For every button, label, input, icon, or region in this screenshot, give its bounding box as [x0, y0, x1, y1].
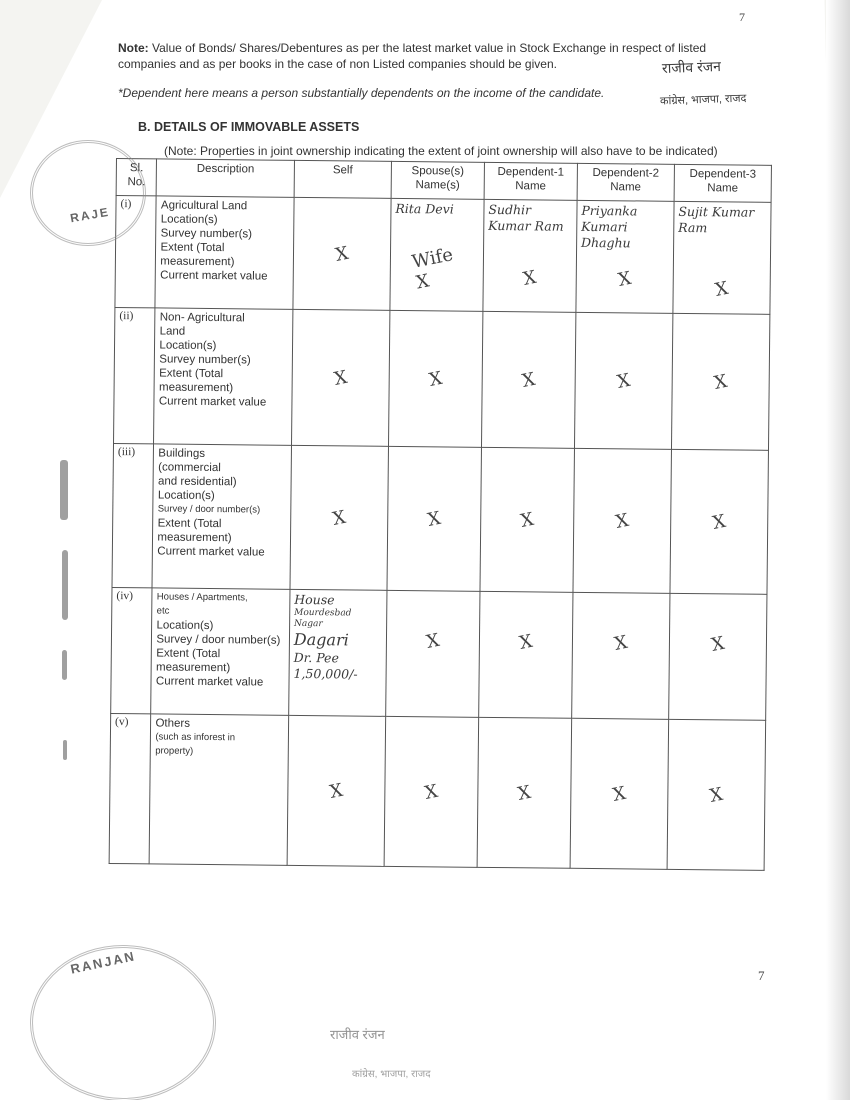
- cross-mark: X: [710, 510, 728, 534]
- desc-line: Others: [155, 717, 191, 730]
- official-stamp-top: [30, 140, 146, 246]
- cell-dependent-3: [667, 719, 766, 870]
- row-sl: (ii): [114, 307, 156, 443]
- header-self: Self: [294, 160, 391, 198]
- cross-mark: X: [520, 368, 537, 392]
- row-sl: (i): [115, 196, 157, 308]
- desc-line: Survey number(s): [160, 227, 253, 241]
- cell-dependent-2: [570, 718, 669, 869]
- cross-mark: X: [330, 506, 348, 530]
- cross-mark: X: [521, 266, 539, 290]
- row-description: [155, 196, 294, 309]
- cross-mark: X: [612, 631, 630, 655]
- cell-dependent-2: [574, 312, 672, 449]
- desc-line: and residential): [157, 475, 237, 489]
- cell-dependent-2: [576, 200, 674, 313]
- header-dependent-2: Dependent-2 Name: [577, 163, 674, 201]
- page-number-top: 7: [739, 10, 745, 24]
- handwritten-name: [678, 204, 768, 237]
- desc-line: Survey / door number(s): [156, 633, 281, 647]
- cross-mark: X: [425, 507, 443, 531]
- official-stamp-bottom: [30, 945, 216, 1100]
- underlying-page-edge: [826, 0, 850, 1100]
- dependent-1-name: Sudhir Kumar Ram: [488, 201, 564, 234]
- cross-mark: X: [327, 779, 345, 803]
- cell-spouse: [387, 446, 481, 591]
- dependent-2-name: Priyanka Kumari Dhaghu: [580, 202, 638, 251]
- cross-mark: X: [424, 629, 442, 653]
- ink-blot: [62, 550, 68, 620]
- table-row: [114, 307, 770, 450]
- header-description: Description: [157, 159, 295, 197]
- header-spouse: Spouse(s) Name(s): [391, 161, 484, 199]
- table-row: [109, 713, 766, 870]
- ink-blot: [63, 740, 67, 760]
- cell-self: [290, 445, 389, 590]
- cross-mark: X: [613, 509, 631, 533]
- cell-dependent-1: [483, 199, 577, 312]
- handwritten-name: [488, 202, 574, 235]
- desc-line: Survey number(s): [159, 353, 251, 367]
- cell-dependent-3: [669, 593, 767, 720]
- desc-line: Location(s): [157, 489, 215, 503]
- desc-line: Current market value: [160, 269, 268, 283]
- desc-line: Survey / door number(s): [157, 503, 261, 516]
- cross-mark: X: [616, 267, 634, 291]
- desc-line: measurement): [160, 255, 235, 269]
- cell-spouse: [384, 716, 479, 867]
- cross-mark: X: [610, 782, 628, 806]
- cell-dependent-2: [572, 592, 670, 719]
- table-row: [112, 443, 768, 594]
- cell-spouse: [388, 310, 482, 447]
- desc-line: Non- Agricultural: [159, 311, 245, 325]
- desc-line: Location(s): [160, 213, 218, 227]
- handwritten-house-details: [293, 592, 384, 683]
- desc-line: (such as inforest in: [155, 731, 236, 744]
- desc-line: etc: [156, 605, 170, 617]
- cross-mark: X: [713, 277, 730, 301]
- cell-self: [289, 589, 387, 716]
- note-text: Value of Bonds/ Shares/Debentures as per the latest market value in Stock Exchange in respect of listed companies and as per books in the case of non Listed companies should be given.: [118, 41, 707, 71]
- cell-dependent-1: [480, 447, 574, 592]
- desc-line: (commercial: [158, 461, 221, 475]
- cross-mark: X: [707, 783, 725, 807]
- cross-mark: X: [333, 242, 351, 266]
- desc-line: Extent (Total: [156, 647, 221, 661]
- desc-line: Current market value: [158, 395, 267, 409]
- cell-self: [293, 197, 391, 310]
- cross-mark: X: [332, 366, 349, 390]
- desc-line: measurement): [157, 531, 232, 545]
- cross-mark: X: [517, 630, 535, 654]
- cross-mark: X: [422, 780, 440, 804]
- desc-line: Location(s): [159, 339, 217, 353]
- desc-line: Extent (Total: [159, 367, 224, 381]
- cross-mark: X: [515, 781, 533, 805]
- cell-spouse: [386, 590, 480, 717]
- row-description: [151, 588, 290, 715]
- desc-line: Buildings: [158, 447, 206, 460]
- header-sl: Sl. No.: [116, 159, 157, 196]
- hw-line: 1,50,000/-: [293, 665, 358, 682]
- desc-line: measurement): [158, 381, 234, 395]
- section-note-text: (Note: Properties in joint ownership indicating the extent of joint ownership will also have to be indicated): [164, 144, 718, 158]
- cell-spouse: [390, 198, 484, 311]
- cross-mark: X: [518, 508, 536, 532]
- desc-line: Extent (Total: [157, 517, 222, 531]
- ink-blot: [62, 650, 67, 680]
- desc-line: Current market value: [155, 675, 264, 689]
- section-note: [164, 130, 744, 158]
- hw-line: Dr. Pee: [293, 649, 339, 666]
- cell-dependent-3: [671, 313, 769, 450]
- row-sl: (v): [109, 713, 151, 863]
- header-dependent-1: Dependent-1 Name: [484, 162, 577, 200]
- spouse-name: Rita Devi: [395, 200, 454, 217]
- cross-mark: X: [427, 367, 444, 391]
- row-sl: (iv): [111, 587, 153, 713]
- stamp-text-bottom: RANJAN: [69, 948, 138, 977]
- handwritten-party-names: कांग्रेस, भाजपा, राजद: [659, 92, 747, 108]
- hw-line: House: [294, 591, 335, 608]
- cell-dependent-1: [477, 717, 572, 868]
- bottom-signature-subtext: कांग्रेस, भाजपा, राजद: [352, 1069, 431, 1080]
- desc-line: Current market value: [157, 545, 265, 559]
- table-row: [115, 196, 771, 315]
- cell-dependent-3: [673, 201, 771, 314]
- desc-line: Agricultural Land: [160, 199, 248, 213]
- header-dependent-3: Dependent-3 Name: [674, 164, 771, 202]
- immovable-assets-table: [109, 158, 772, 871]
- cell-dependent-1: [481, 311, 575, 448]
- cross-mark: X: [615, 369, 632, 393]
- page-number-bottom: 7: [758, 968, 765, 983]
- hw-line: Mourdesbad: [294, 607, 352, 619]
- cell-self: [291, 309, 389, 446]
- desc-line: Location(s): [156, 619, 214, 633]
- desc-line: property): [155, 745, 194, 757]
- handwritten-signature-top: राजीव रंजन: [661, 57, 722, 77]
- row-description: [154, 308, 293, 445]
- hw-line: Nagar: [293, 618, 323, 630]
- handwritten-name: [395, 201, 481, 218]
- cross-mark: Wife X: [410, 243, 455, 294]
- section-heading: B. DETAILS OF IMMOVABLE ASSETS: [138, 120, 360, 134]
- note-label: Note:: [118, 41, 149, 55]
- cell-self: [287, 715, 386, 866]
- margin-ink-marks: [52, 460, 82, 790]
- dependent-footnote: *Dependent here means a person substantially dependents on the income of the candidate.: [118, 86, 605, 100]
- row-description: [150, 714, 289, 865]
- note-paragraph: [118, 40, 738, 72]
- ink-blot: [60, 460, 68, 520]
- desc-line: Extent (Total: [160, 241, 225, 255]
- row-sl: (iii): [112, 443, 154, 587]
- stamp-text-top: RAJE: [69, 204, 111, 226]
- cross-mark: X: [709, 632, 727, 656]
- handwritten-name: [581, 203, 672, 252]
- cell-dependent-3: [670, 449, 769, 594]
- dependent-3-name: Sujit Kumar Ram: [678, 203, 755, 236]
- cross-mark: X: [712, 370, 730, 394]
- row-description: [152, 444, 291, 589]
- desc-line: measurement): [156, 661, 231, 675]
- bottom-signature: राजीव रंजन: [330, 1027, 385, 1042]
- table-row: [111, 587, 767, 720]
- cell-dependent-1: [479, 591, 573, 718]
- desc-line: Land: [159, 325, 186, 338]
- hw-line: Dagari: [293, 629, 349, 650]
- desc-line: Houses / Apartments,: [156, 591, 248, 604]
- cell-dependent-2: [573, 448, 672, 593]
